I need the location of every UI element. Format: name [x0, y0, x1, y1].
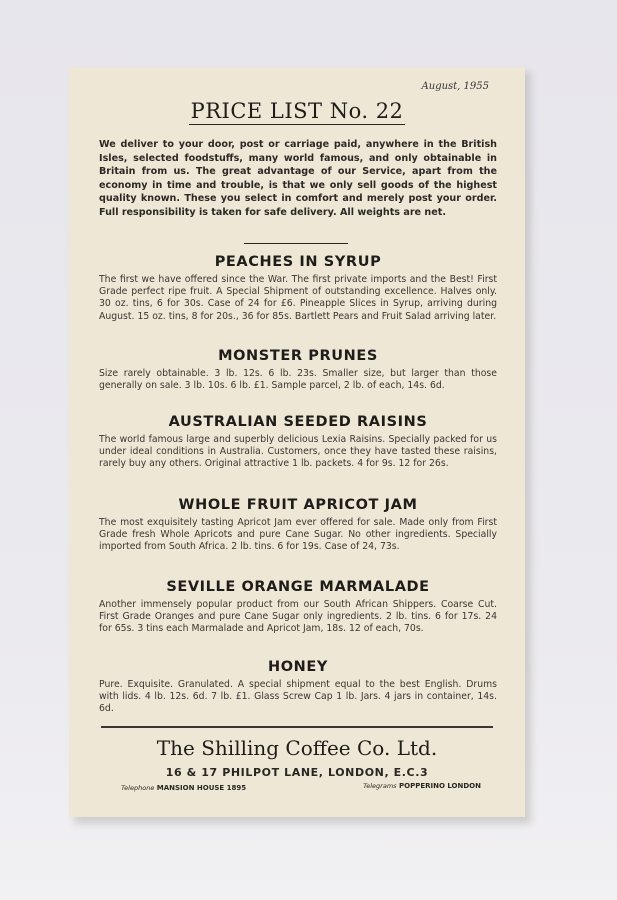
title-text: PRICE LIST No. 22 — [190, 99, 404, 123]
section-body: Another immensely popular product from our South African Shippers. Coarse Cut. First Grade Oranges and pure Cane Sugar only ingredients. 2 lb. tins. 6 for 17s. 24 for 65s. 3 tins each Marmalade and Apricot Jam, 18s. 12 of each, 70s. — [99, 599, 497, 635]
telephone-label: Telephone — [121, 784, 155, 792]
telephone — [121, 784, 246, 792]
telephone-value: MANSION HOUSE 1895 — [156, 784, 247, 792]
section-heading: PEACHES IN SYRUP — [214, 254, 382, 270]
section-marmalade — [99, 579, 497, 636]
intro-paragraph: We deliver to your door, post or carriage paid, anywhere in the British Isles, selected foodstuffs, many world famous, and only obtainable in Britain from us. The great advantage of our Service, apart from the economy in time and trouble, is that we only sell goods of the highest quality known. These you select in comfort and merely post your order. Full responsibility is taken for safe delivery. All weights are net. — [99, 139, 497, 218]
section-body: The world famous large and superbly delicious Lexia Raisins. Specially packed for us under ideal conditions in Australia. Customers, once they have tasted these raisins, rarely buy any others. Original attractive 1 lb. packets. 4 for 9s. 12 for 26s. — [99, 434, 497, 470]
section-heading: WHOLE FRUIT APRICOT JAM — [178, 497, 418, 513]
section-body: The most exquisitely tasting Apricot Jam ever offered for sale. Made only from First Grade fresh Whole Apricots and pure Cane Sugar. No other ingredients. Specially imported from South Africa. 2 lb. tins. 6 for 19s. Case of 24, 73s. — [99, 517, 497, 553]
section-peaches — [99, 254, 497, 323]
date: August, 1955 — [421, 81, 489, 92]
section-heading: AUSTRALIAN SEEDED RAISINS — [168, 414, 428, 430]
section-apricot-jam — [99, 497, 497, 554]
company-name: The Shilling Coffee Co. Ltd. — [156, 736, 438, 760]
section-heading: MONSTER PRUNES — [218, 348, 378, 364]
section-honey — [99, 659, 497, 716]
section-heading: SEVILLE ORANGE MARMALADE — [166, 579, 430, 595]
section-prunes — [99, 348, 497, 392]
section-body: Pure. Exquisite. Granulated. A special shipment equal to the best English. Drums with lids. 4 lb. 12s. 6d. 7 lb. £1. Glass Screw Cap 1 lb. Jars. 4 jars in container, 14s. 6d. — [99, 679, 497, 715]
telegrams-value: POPPERINO LONDON — [398, 782, 481, 790]
company-address: 16 & 17 PHILPOT LANE, LONDON, E.C.3 — [165, 766, 429, 779]
telegrams-label: Telegrams — [363, 782, 397, 790]
footer-divider — [101, 726, 493, 728]
section-raisins — [99, 414, 497, 471]
price-list-sheet — [69, 67, 525, 817]
section-body: The first we have offered since the War. The first private imports and the Best! First Grade perfect ripe fruit. A Special Shipment of outstanding excellence. Halves only. 30 oz. tins, 6 for 30s. Case of 24 for £6. Pineapple Slices in Syrup, arriving during August. 15 oz. tins, 8 for 20s., 36 for 85s. Bartlett Pears and Fruit Salad arriving later. — [99, 274, 497, 322]
telegrams — [363, 782, 481, 790]
page-title — [69, 99, 525, 123]
divider — [244, 243, 348, 244]
section-heading: HONEY — [267, 659, 328, 675]
section-body: Size rarely obtainable. 3 lb. 12s. 6 lb. 23s. Smaller size, but larger than those generally on sale. 3 lb. 10s. 6 lb. £1. Sample parcel, 2 lb. of each, 14s. 6d. — [99, 368, 497, 392]
